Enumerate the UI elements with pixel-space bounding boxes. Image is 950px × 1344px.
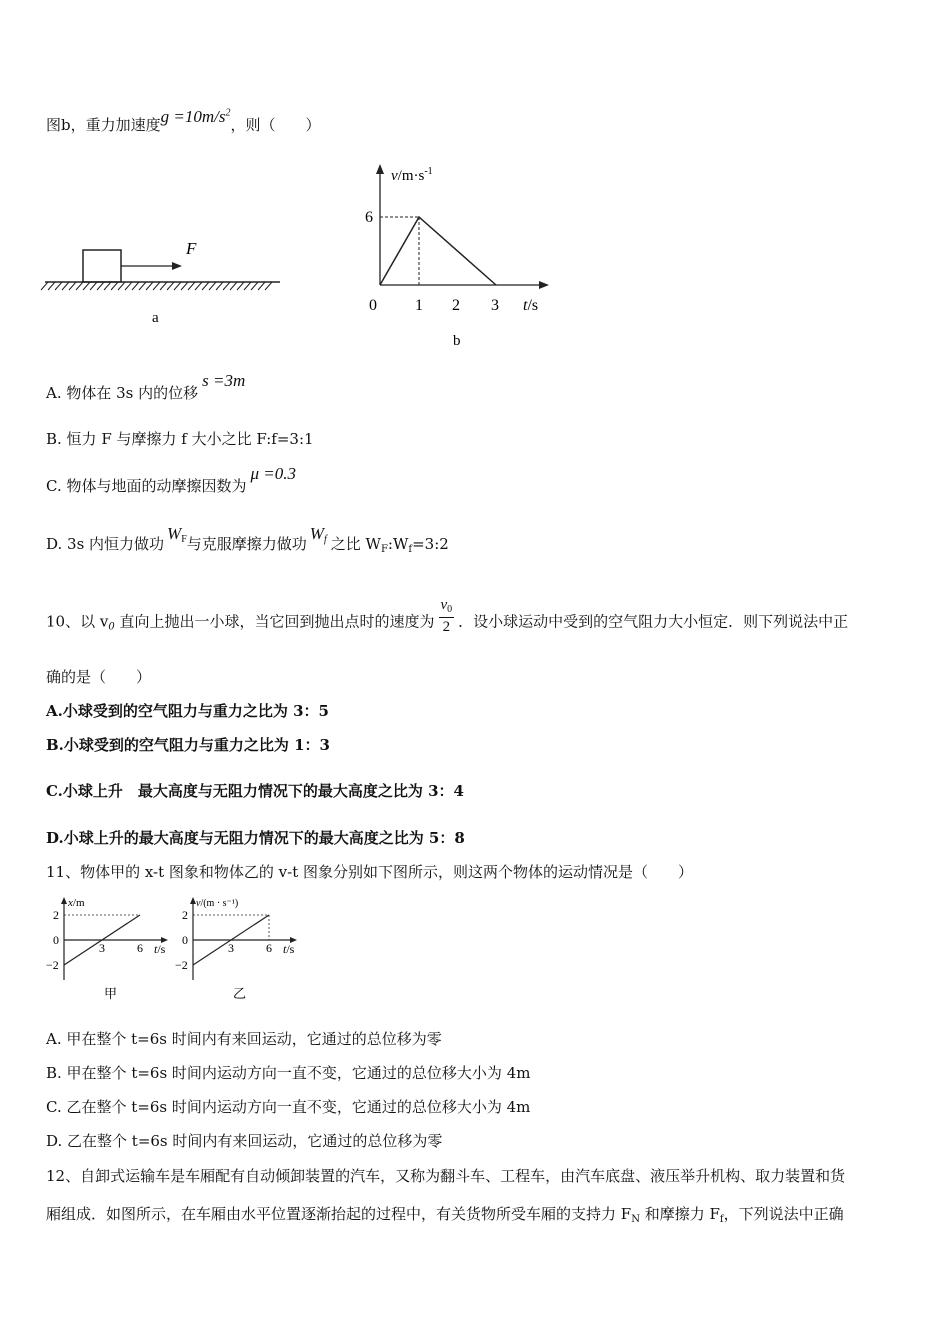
x-tick-0: 0	[369, 297, 377, 314]
ground-hatch	[132, 282, 139, 290]
q11-option-d: D. 乙在整个 t=6s 时间内有来回运动，它通过的总位移为零	[46, 1132, 443, 1150]
ground-hatch	[153, 282, 160, 290]
yi-x-tick-6: 6	[266, 941, 272, 955]
ground-hatch	[76, 282, 83, 290]
q10-option-d: D.小球上升的最大高度与无阻力情况下的最大高度之比为 5：8	[46, 829, 465, 847]
ground-hatch	[62, 282, 69, 290]
y-axis-label: $v/m\cdot s^{-1}$	[391, 166, 433, 184]
jia-y-tick-2: 2	[53, 908, 59, 922]
ground-hatch	[230, 282, 237, 290]
ground-hatch	[41, 282, 48, 290]
q9-option-a-math: s =3m	[202, 371, 246, 390]
ground-hatch	[69, 282, 76, 290]
ground-hatch	[237, 282, 244, 290]
yi-y-tick-neg2: −2	[175, 958, 188, 972]
q9-stem-prefix: 图b，重力加速度	[46, 116, 161, 134]
ground-hatch	[97, 282, 104, 290]
q9-figure-b	[355, 160, 565, 355]
jia-x-tick-3: 3	[99, 941, 105, 955]
q9-option-c: C. 物体与地面的动摩擦因数为μ =0.3	[46, 464, 296, 495]
q10-option-c: C.小球上升 最大高度与无阻力情况下的最大高度之比为 3：4	[46, 782, 464, 800]
x-axis-label: t/s	[523, 297, 539, 314]
ground-hatch	[195, 282, 202, 290]
ground-hatch	[83, 282, 90, 290]
yi-y-tick-2: 2	[182, 908, 188, 922]
ground-hatch	[48, 282, 55, 290]
q11-option-c: C. 乙在整个 t=6s 时间内运动方向一直不变，它通过的总位移大小为 4m	[46, 1098, 531, 1116]
q11-option-a: A. 甲在整个 t=6s 时间内有来回运动，它通过的总位移为零	[46, 1030, 442, 1048]
yi-caption: 乙	[233, 986, 247, 1001]
ground-hatch	[118, 282, 125, 290]
x-tick-2: 2	[452, 297, 460, 314]
ground-hatch	[258, 282, 265, 290]
q9-option-c-math: μ =0.3	[250, 464, 296, 483]
jia-y-tick-neg2: −2	[46, 958, 59, 972]
ground-hatch	[104, 282, 111, 290]
q9-stem	[46, 107, 321, 135]
block	[83, 250, 121, 282]
ground-hatch	[125, 282, 132, 290]
yi-y-tick-0: 0	[182, 933, 188, 947]
yi-y-label: v/(m · s⁻¹)	[196, 898, 239, 909]
q10-option-a: A.小球受到的空气阻力与重力之比为 3：5	[46, 702, 329, 720]
q11-graph-yi	[175, 895, 315, 1007]
jia-y-label: x/m	[68, 897, 85, 909]
ground-hatch	[202, 282, 209, 290]
ground-hatch	[216, 282, 223, 290]
fig-b-caption: b	[453, 333, 461, 349]
q10-stem-line2: 确的是（ ）	[46, 668, 152, 686]
q11-stem: 11、物体甲的 x-t 图象和物体乙的 v-t 图象分别如下图所示，则这两个物体的运动情况是（ ）	[46, 863, 694, 881]
ground-hatch	[111, 282, 118, 290]
jia-caption: 甲	[104, 986, 118, 1001]
q10-option-b: B.小球受到的空气阻力与重力之比为 1：3	[46, 736, 330, 754]
q11-graph-jia	[42, 895, 177, 1007]
x-tick-1: 1	[415, 297, 423, 314]
ground-hatch	[223, 282, 230, 290]
q9-figure-a	[40, 230, 290, 330]
ground-hatch	[174, 282, 181, 290]
ground-hatch	[55, 282, 62, 290]
jia-x-label: t/s	[154, 942, 166, 956]
force-label: F	[186, 239, 197, 258]
ground-hatch	[160, 282, 167, 290]
y-tick-6: 6	[365, 209, 373, 226]
ground-hatch	[188, 282, 195, 290]
ground-hatch	[244, 282, 251, 290]
q11-option-b: B. 甲在整个 t=6s 时间内运动方向一直不变，它通过的总位移大小为 4m	[46, 1064, 531, 1082]
q10-fraction: $\frac{v_0}{2}$	[440, 597, 453, 635]
yi-x-tick-3: 3	[228, 941, 234, 955]
q9-option-b: B. 恒力 F 与摩擦力 f 大小之比 F:f=3:1	[46, 430, 314, 448]
q9-option-d: D. 3s 内恒力做功$W_F$与克服摩擦力做功$W_f$ 之比 $W_F:W_f=3:2$	[46, 524, 449, 555]
q12-line2: 厢组成．如图所示，在车厢由水平位置逐渐抬起的过程中，有关货物所受车厢的支持力 $F_N$ 和摩擦力 $F_f$，下列说法中正确	[46, 1205, 844, 1225]
jia-y-tick-0: 0	[53, 933, 59, 947]
ground-hatch	[209, 282, 216, 290]
q9-stem-suffix: ，则（ ）	[230, 116, 321, 134]
ground-hatch	[90, 282, 97, 290]
q12-line1: 12、自卸式运输车是车厢配有自动倾卸装置的汽车，又称为翻斗车、工程车，由汽车底盘、液压举升机构、取力装置和货	[46, 1167, 846, 1185]
yi-x-label: t/s	[283, 942, 295, 956]
jia-x-tick-6: 6	[137, 941, 143, 955]
ground-hatch	[181, 282, 188, 290]
ground-hatch	[146, 282, 153, 290]
x-tick-3: 3	[491, 297, 499, 314]
velocity-line	[380, 217, 496, 285]
fig-a-caption: a	[152, 310, 159, 326]
ground-hatch	[139, 282, 146, 290]
ground-hatch	[167, 282, 174, 290]
ground-hatch	[251, 282, 258, 290]
q9-g-value: $g =10m/s^2$	[160, 107, 231, 126]
ground-hatch	[265, 282, 272, 290]
q10-stem-line1: 10、以 $v_0$ 直向上抛出一小球，当它回到抛出点时的速度为 $\frac{v_0}{2}$ ．设小球运动中受到的空气阻力大小恒定．则下列说法中正	[46, 597, 849, 635]
q9-option-a: A. 物体在 3s 内的位移s =3m	[46, 371, 246, 402]
